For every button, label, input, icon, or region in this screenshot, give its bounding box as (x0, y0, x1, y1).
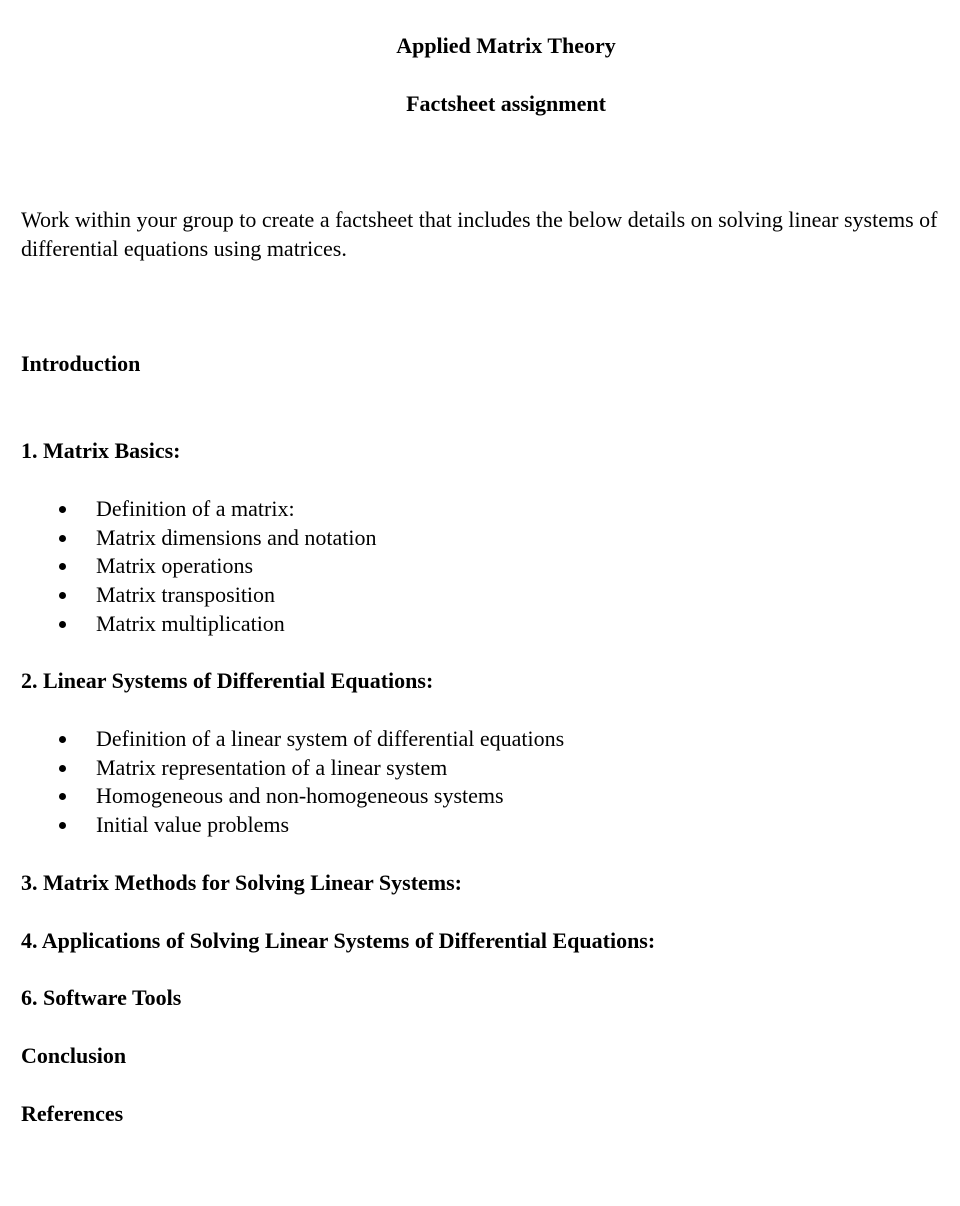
list-item-text: Matrix operations (96, 553, 254, 579)
heading-introduction: Introduction (21, 351, 141, 376)
heading-applications: 4. Applications of Solving Linear Systems of Differential Equations: (21, 928, 656, 953)
matrix-basics-list (0, 495, 376, 638)
list-item (0, 524, 376, 553)
list-item (0, 754, 564, 783)
list-item (0, 782, 564, 811)
document-subtitle: Factsheet assignment (406, 91, 606, 116)
list-item-text: Homogeneous and non-homogeneous systems (96, 783, 504, 809)
list-item-text: Matrix representation of a linear system (96, 754, 448, 780)
list-item-text: Matrix multiplication (96, 610, 285, 636)
list-item-text: Definition of a linear system of differential equations (96, 726, 565, 751)
bullet-icon (59, 592, 66, 599)
list-item-text: Definition of a matrix: (96, 496, 295, 521)
bullet-icon (59, 765, 66, 772)
heading-software-tools: 6. Software Tools (21, 985, 182, 1010)
list-item (0, 811, 564, 840)
heading-conclusion: Conclusion (21, 1043, 127, 1068)
list-item (0, 581, 376, 610)
bullet-icon (59, 535, 66, 542)
document-title: Applied Matrix Theory (396, 33, 616, 58)
linear-systems-list (0, 725, 564, 840)
list-item-text: Matrix transposition (96, 582, 276, 608)
heading-linear-systems: 2. Linear Systems of Differential Equations: (21, 668, 434, 693)
intro-paragraph: Work within your group to create a factsheet that includes the below details on solving linear systems of differential equations using matrices. (21, 207, 938, 261)
list-item-text: Matrix dimensions and notation (96, 524, 377, 550)
bullet-icon (59, 563, 66, 570)
heading-matrix-methods: 3. Matrix Methods for Solving Linear Systems: (21, 870, 462, 895)
bullet-icon (59, 793, 66, 800)
list-item (0, 610, 376, 639)
bullet-icon (59, 506, 66, 513)
list-item-text: Initial value problems (96, 812, 290, 838)
bullet-icon (59, 822, 66, 829)
list-item (0, 552, 376, 581)
bullet-icon (59, 621, 66, 628)
list-item (0, 725, 564, 754)
list-item (0, 495, 376, 524)
bullet-icon (59, 736, 66, 743)
heading-matrix-basics: 1. Matrix Basics: (21, 438, 181, 463)
heading-references: References (21, 1101, 124, 1126)
